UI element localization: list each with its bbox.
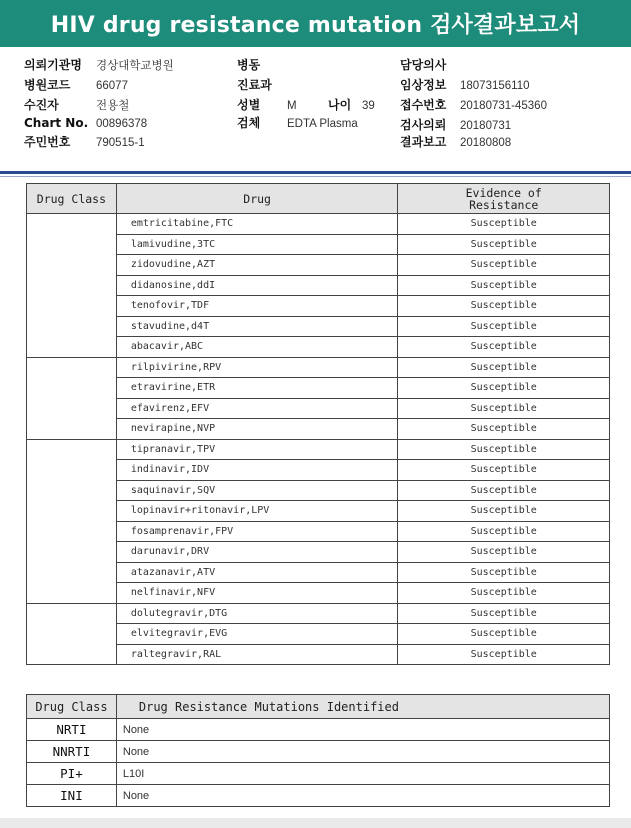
drug-name-cell: zidovudine,AZT [116,255,398,276]
footer-bar [0,818,631,828]
field-label: 결과보고 [400,135,447,149]
field-label: 병원코드 [24,78,71,92]
field-label: 주민번호 [24,135,71,149]
mutations-cell: L10I [116,763,609,785]
drug-name-cell: dolutegravir,DTG [116,603,398,624]
table-header-row [27,695,610,719]
field-label: 나이 [328,98,352,112]
header-divider [0,171,631,174]
field-test-request-date [400,116,511,133]
field-label: 접수번호 [400,98,447,112]
drug-class-cell: NRTI [27,719,117,741]
field-sex [237,96,297,113]
drug-name-cell: lamivudine,3TC [116,234,398,255]
drug-class-cell [27,603,117,665]
drug-class-cell [27,357,117,439]
field-label: 검사의뢰 [400,118,447,132]
evidence-cell: Susceptible [398,624,610,645]
drug-name-cell: abacavir,ABC [116,337,398,358]
drug-name-cell: tipranavir,TPV [116,439,398,460]
table-row [27,763,610,785]
evidence-cell: Susceptible [398,439,610,460]
drug-class-cell [27,439,117,603]
drug-name-cell: etravirine,ETR [116,378,398,399]
drug-name-cell: efavirenz,EFV [116,398,398,419]
drug-class-cell: PI+ [27,763,117,785]
field-value: M [287,100,297,112]
field-value: 39 [362,100,375,112]
field-hospital-code [24,76,128,93]
field-result-report-date [400,133,511,150]
field-value: EDTA Plasma [287,118,358,130]
field-patient-name [24,96,129,113]
evidence-cell: Susceptible [398,296,610,317]
field-value: 경상대학교병원 [96,60,174,72]
drug-name-cell: indinavir,IDV [116,460,398,481]
field-value: 66077 [96,80,128,92]
table-row [27,785,610,807]
field-value: 20180731-45360 [460,100,547,112]
evidence-cell: Susceptible [398,255,610,276]
evidence-cell: Susceptible [398,644,610,665]
evidence-cell: Susceptible [398,337,610,358]
mutations-cell: None [116,785,609,807]
drug-name-cell: nevirapine,NVP [116,419,398,440]
header-evidence-line1: Evidence of [465,185,542,200]
header-evidence-line2: Resistance [469,197,539,212]
drug-name-cell: nelfinavir,NFV [116,583,398,604]
field-label: 의뢰기관명 [24,58,82,72]
drug-name-cell: didanosine,ddI [116,275,398,296]
field-value: 20180731 [460,120,512,132]
field-clinical-info [400,76,530,93]
header-drug: Drug [116,184,398,214]
evidence-cell: Susceptible [398,234,610,255]
evidence-cell: Susceptible [398,398,610,419]
drug-table-body [27,214,610,665]
field-value: 790515-1 [96,137,145,149]
header-evidence [398,184,610,214]
table-row [27,719,610,741]
field-value: 00896378 [96,118,148,130]
drug-class-cell [27,214,117,358]
evidence-cell: Susceptible [398,603,610,624]
drug-name-cell: rilpivirine,RPV [116,357,398,378]
mutations-table-body [27,719,610,807]
drug-name-cell: fosamprenavir,FPV [116,521,398,542]
drug-name-cell: elvitegravir,EVG [116,624,398,645]
field-ward [237,56,260,73]
evidence-cell: Susceptible [398,419,610,440]
evidence-cell: Susceptible [398,562,610,583]
evidence-cell: Susceptible [398,214,610,235]
mutations-cell: None [116,719,609,741]
field-label: 성별 [237,98,261,112]
evidence-cell: Susceptible [398,378,610,399]
drug-name-cell: darunavir,DRV [116,542,398,563]
drug-class-cell: INI [27,785,117,807]
field-receipt-number [400,96,547,113]
evidence-cell: Susceptible [398,275,610,296]
evidence-cell: Susceptible [398,521,610,542]
field-label: 병동 [237,58,261,72]
field-label: 임상정보 [400,78,447,92]
evidence-cell: Susceptible [398,501,610,522]
drug-name-cell: atazanavir,ATV [116,562,398,583]
evidence-cell: Susceptible [398,357,610,378]
table-row [27,357,610,378]
field-label: Chart No. [24,116,89,130]
field-age [328,96,375,113]
field-label: 진료과 [237,78,272,92]
field-specimen [237,114,358,131]
evidence-cell: Susceptible [398,460,610,481]
field-label: 담당의사 [400,58,447,72]
field-attending-physician [400,56,460,73]
evidence-cell: Susceptible [398,480,610,501]
drug-resistance-table [26,183,610,665]
drug-name-cell: lopinavir+ritonavir,LPV [116,501,398,522]
report-title: HIV drug resistance mutation 검사결과보고서 [0,0,631,47]
table-row [27,603,610,624]
evidence-cell: Susceptible [398,316,610,337]
table-row [27,439,610,460]
header-drug-class: Drug Class [27,695,117,719]
evidence-cell: Susceptible [398,542,610,563]
table-row [27,214,610,235]
drug-name-cell: raltegravir,RAL [116,644,398,665]
field-requesting-institution [24,56,174,73]
mutations-cell: None [116,741,609,763]
field-label: 검체 [237,116,261,130]
field-resident-number [24,133,145,150]
header-mutations: Drug Resistance Mutations Identified [116,695,609,719]
drug-name-cell: emtricitabine,FTC [116,214,398,235]
evidence-cell: Susceptible [398,583,610,604]
mutations-table [26,694,610,807]
patient-info [0,50,631,168]
field-value: 18073156110 [460,80,530,92]
header-drug-class: Drug Class [27,184,117,214]
table-row [27,741,610,763]
drug-name-cell: saquinavir,SQV [116,480,398,501]
field-value: 전용철 [96,100,130,112]
field-value: 20180808 [460,137,512,149]
field-department [237,76,272,93]
field-label: 수진자 [24,98,59,112]
drug-name-cell: stavudine,d4T [116,316,398,337]
drug-name-cell: tenofovir,TDF [116,296,398,317]
drug-class-cell: NNRTI [27,741,117,763]
field-chart-no [24,116,147,130]
header-divider-thin [0,176,631,177]
table-header-row [27,184,610,214]
